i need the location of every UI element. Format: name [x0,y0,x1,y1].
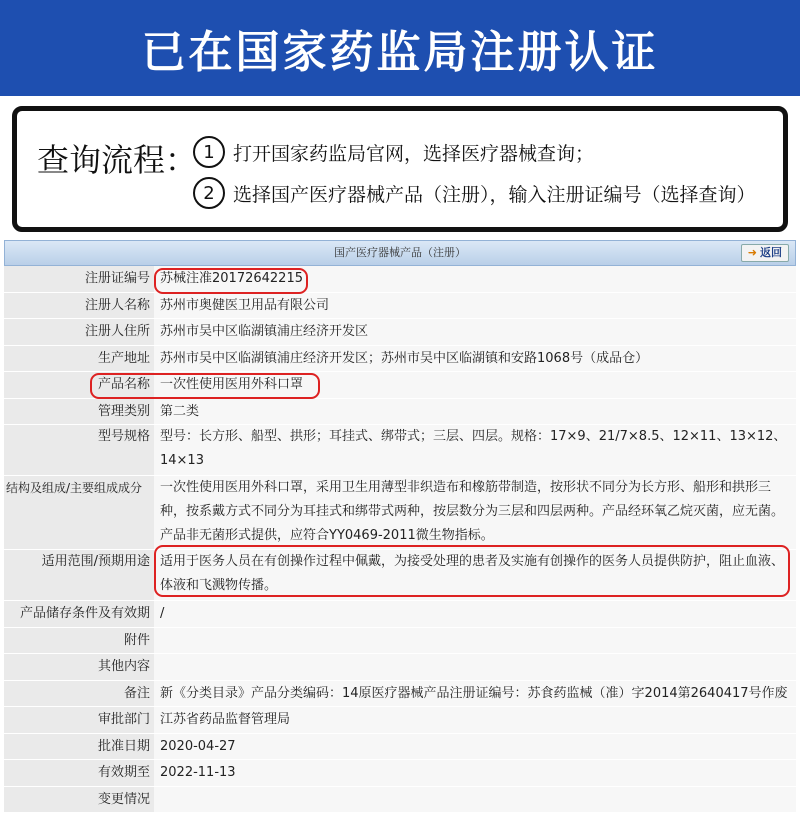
process-step-1-text: 打开国家药监局官网，选择医疗器械查询； [233,139,594,166]
panel-header [4,240,796,266]
row-value [154,787,796,813]
row-value: 2022-11-13 [154,760,796,786]
table-row [4,266,796,293]
row-value: 新《分类目录》产品分类编码：14原医疗器械产品注册证编号：苏食药监械（准）字2014第2640417号作废 [154,681,796,707]
details-table [4,266,796,813]
row-label: 备注 [4,681,154,707]
row-label: 型号规格 [4,425,154,475]
row-value: 苏州市吴中区临湖镇浦庄经济开发区 [154,319,796,345]
row-label: 批准日期 [4,734,154,760]
table-row [4,293,796,320]
table-row [4,707,796,734]
row-label: 生产地址 [4,346,154,372]
table-row [4,681,796,708]
row-value: / [154,601,796,627]
table-row [4,601,796,628]
process-title: 查询流程： [37,135,197,181]
table-row [4,425,796,476]
row-value: 苏械注准20172642215 [154,266,796,292]
row-value: 一次性使用医用外科口罩 [154,372,796,398]
row-label: 有效期至 [4,760,154,786]
process-step-2 [193,177,756,209]
row-label: 注册人住所 [4,319,154,345]
row-label: 其他内容 [4,654,154,680]
row-label: 注册人名称 [4,293,154,319]
registration-panel [4,240,796,800]
row-label: 产品储存条件及有效期 [4,601,154,627]
row-label: 结构及组成/主要组成成分 [4,476,154,549]
row-label: 附件 [4,628,154,654]
row-label: 管理类别 [4,399,154,425]
process-box [12,106,788,232]
process-step-1 [193,136,594,168]
row-value [154,628,796,654]
table-row [4,372,796,399]
row-label: 适用范围/预期用途 [4,550,154,600]
table-row [4,734,796,761]
row-value: 苏州市奥健医卫用品有限公司 [154,293,796,319]
row-label: 变更情况 [4,787,154,813]
circled-number-1: 1 [193,136,225,168]
row-value: 第二类 [154,399,796,425]
table-row [4,319,796,346]
table-row [4,476,796,550]
table-row [4,760,796,787]
table-row [4,346,796,373]
back-button-label: 返回 [760,246,782,259]
row-value: 型号：长方形、船型、拱形；耳挂式、绑带式；三层、四层。规格：17×9、21/7×8.5、12×11、13×12、14×13 [154,425,796,475]
banner [0,0,800,96]
row-value: 江苏省药品监督管理局 [154,707,796,733]
table-row [4,550,796,601]
row-value: 苏州市吴中区临湖镇浦庄经济开发区；苏州市吴中区临湖镇和安路1068号（成品仓） [154,346,796,372]
table-row [4,628,796,655]
row-value: 适用于医务人员在有创操作过程中佩戴，为接受处理的患者及实施有创操作的医务人员提供防护，阻止血液、体液和飞溅物传播。 [154,550,796,600]
row-label: 审批部门 [4,707,154,733]
panel-header-title: 国产医疗器械产品（注册） [334,246,466,259]
back-button[interactable] [741,244,789,262]
table-row [4,399,796,426]
banner-title: 已在国家药监局注册认证 [142,16,659,80]
process-step-2-text: 选择国产医疗器械产品（注册），输入注册证编号（选择查询） [233,180,756,207]
row-value [154,654,796,680]
row-label: 注册证编号 [4,266,154,292]
table-row [4,654,796,681]
row-value: 一次性使用医用外科口罩，采用卫生用薄型非织造布和橡筋带制造，按形状不同分为长方形、船形和拱形三种，按系戴方式不同分为耳挂式和绑带式两种，按层数分为三层和四层两种。产品经环氧乙烷灭菌，应无菌。产品非无菌形式提供，应符合YY0469-2011微生物指标。 [154,476,796,549]
row-value: 2020-04-27 [154,734,796,760]
circled-number-2: 2 [193,177,225,209]
row-label: 产品名称 [4,372,154,398]
arrow-right-icon: ➜ [748,246,757,259]
